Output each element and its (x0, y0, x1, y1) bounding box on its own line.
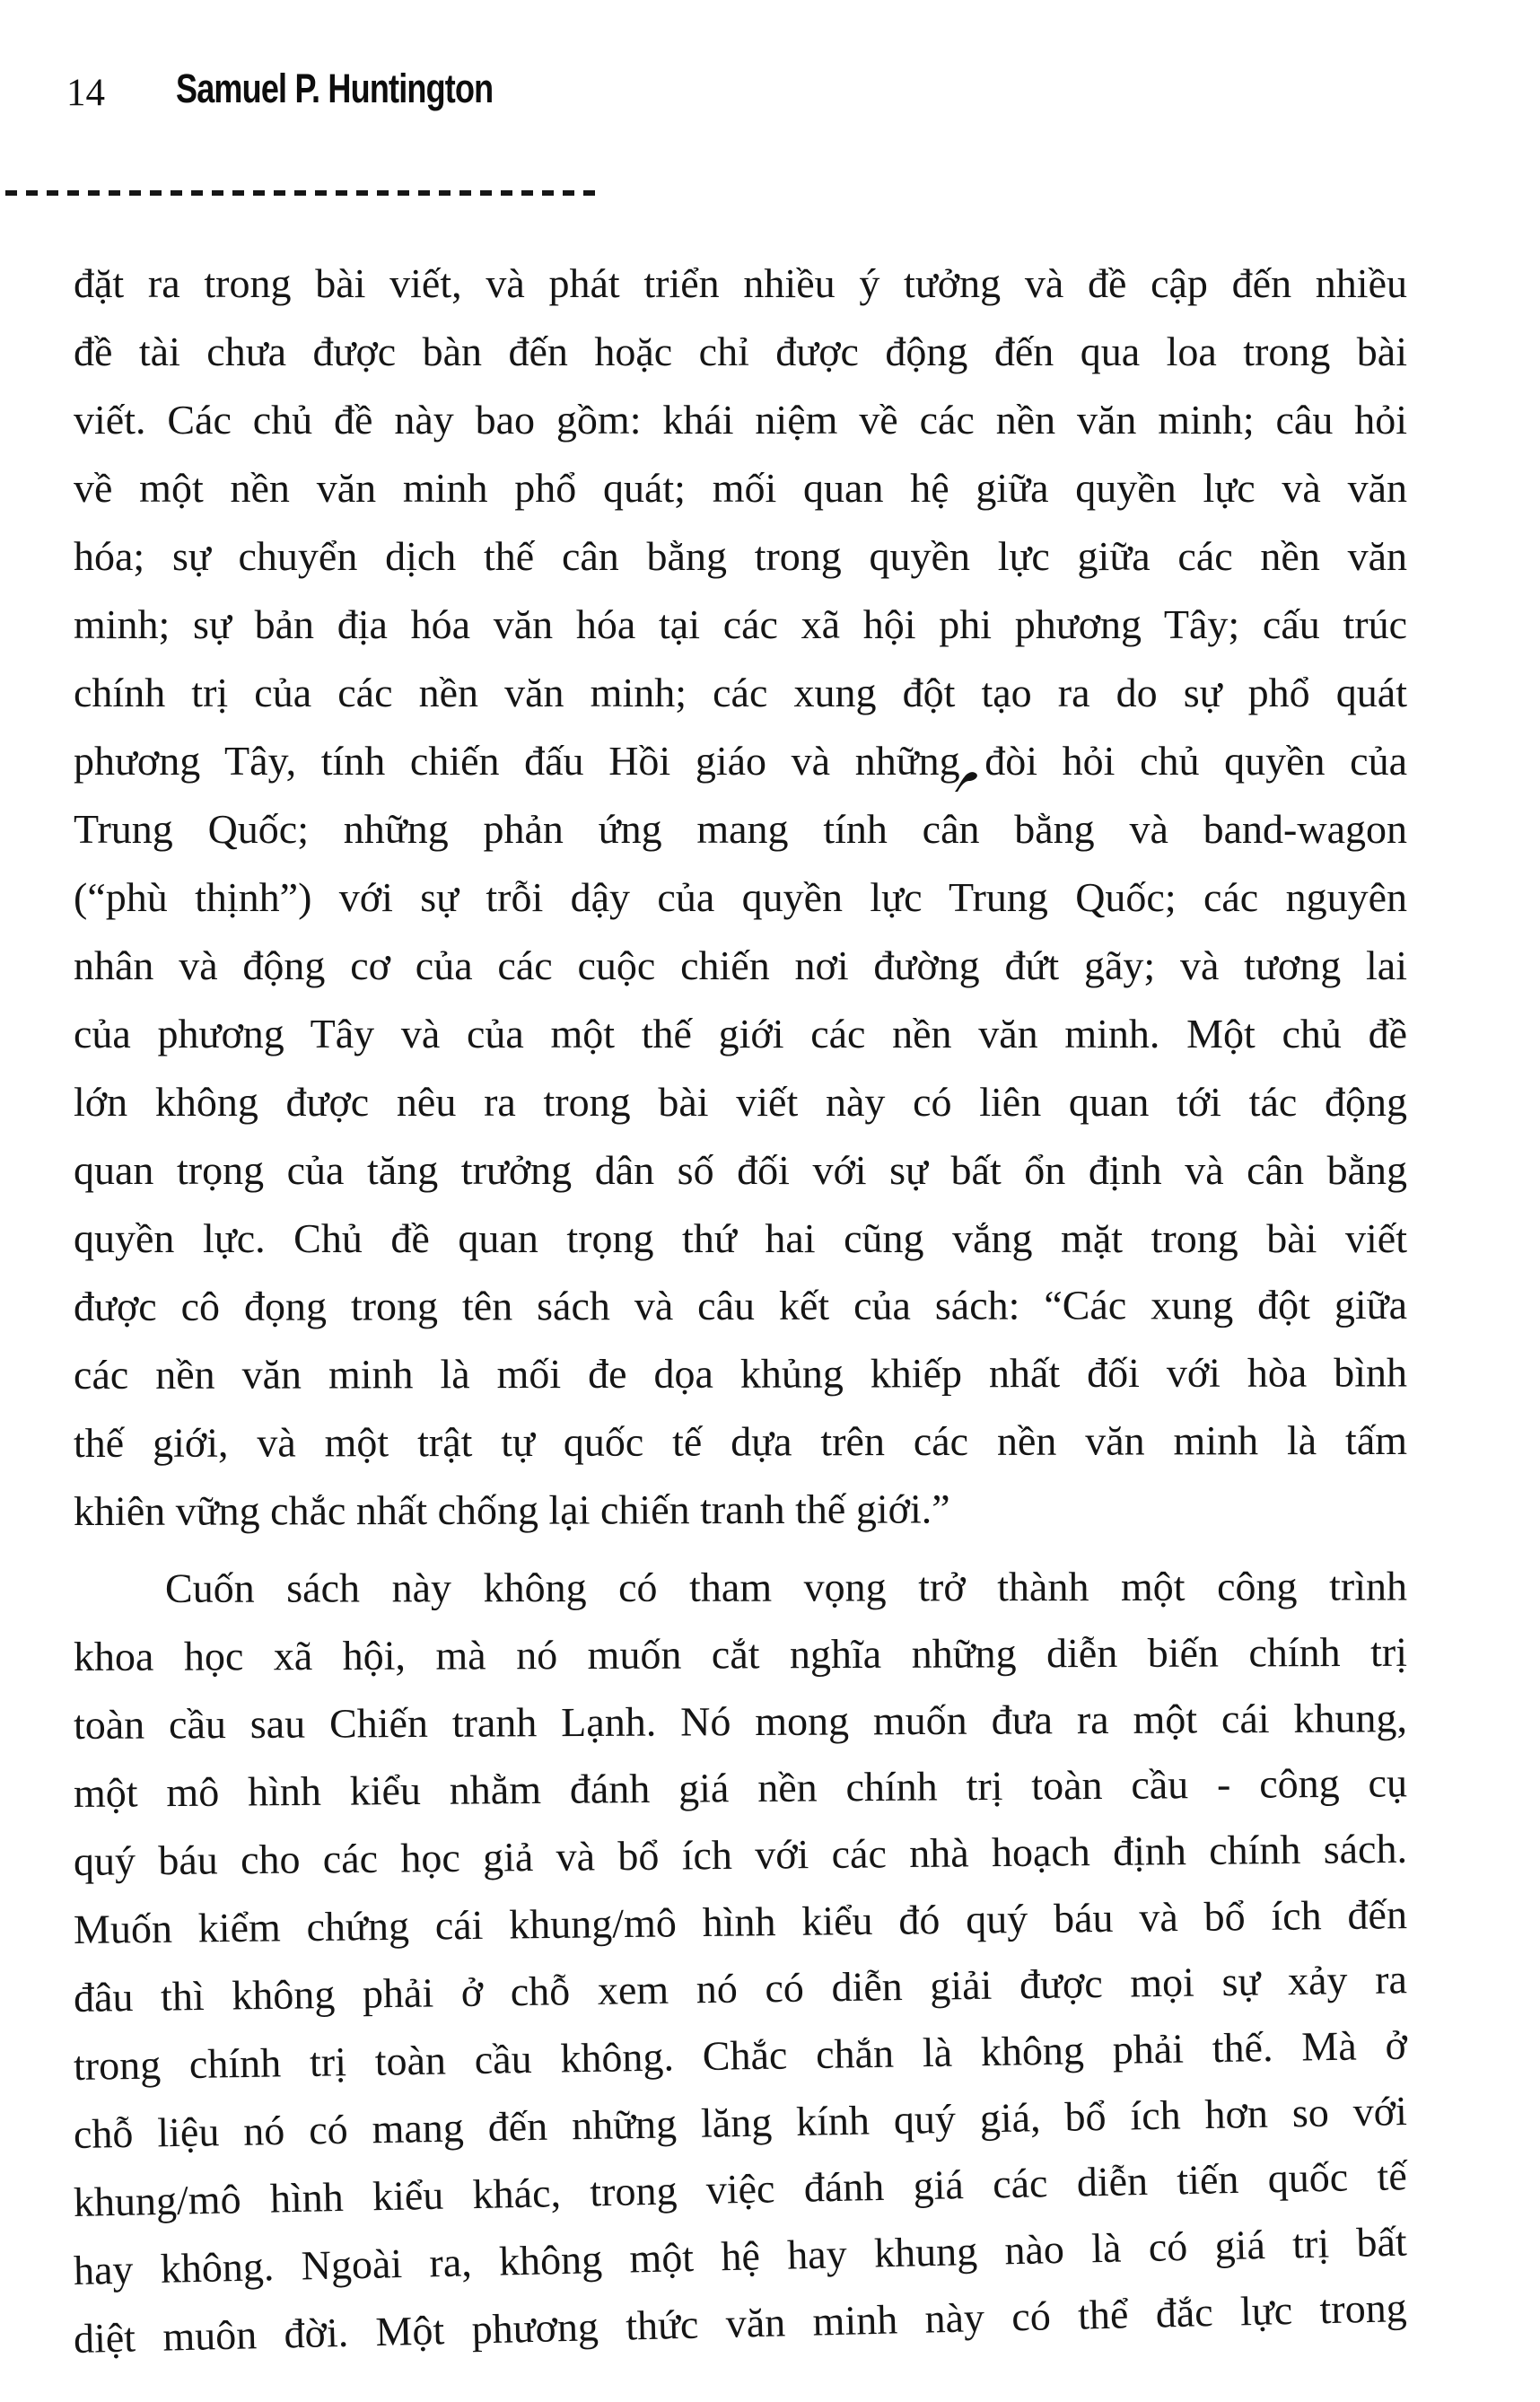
text-line: Trung Quốc; những phản ứng mang tính cân bằng và band-wagon (74, 806, 1407, 852)
text-line: quý báu cho các học giả và bổ ích với các nhà hoạch định chính sách. (73, 1825, 1408, 1884)
text-line: Muốn kiểm chứng cái khung/mô hình kiểu đó quý báu và bổ ích đến (73, 1891, 1408, 1952)
text-line: đâu thì không phải ở chỗ xem nó có diễn giải được mọi sự xảy ra (73, 1956, 1408, 2021)
text-line: quan trọng của tăng trưởng dân số đối với sự bất ổn định và cân bằng (74, 1147, 1407, 1193)
text-line: toàn cầu sau Chiến tranh Lạnh. Nó mong muốn đưa ra một cái khung, (73, 1695, 1408, 1748)
text-line: các nền văn minh là mối đe dọa khủng khiếp nhất đối với hòa bình (73, 1349, 1408, 1398)
dashed-header-rule (5, 190, 599, 196)
text-line: viết. Các chủ đề này bao gồm: khái niệm về các nền văn minh; câu hỏi (74, 397, 1407, 443)
text-line: nhân và động cơ của các cuộc chiến nơi đường đứt gãy; và tương lai (74, 942, 1407, 988)
text-line: chỗ liệu nó có mang đến những lăng kính quý giá, bổ ích hơn so với (73, 2088, 1408, 2157)
text-line: (“phù thịnh”) với sự trỗi dậy của quyền lực Trung Quốc; các nguyên (74, 874, 1407, 920)
text-line: của phương Tây và của một thế giới các nền văn minh. Một chủ đề (74, 1011, 1407, 1056)
text-line: được cô đọng trong tên sách và câu kết của sách: “Các xung đột giữa (73, 1281, 1408, 1329)
text-line: Cuốn sách này không có tham vọng trở thành một công trình (164, 1563, 1408, 1611)
text-line: chính trị của các nền văn minh; các xung đột tạo ra do sự phổ quát (74, 670, 1407, 715)
text-line: khiên vững chắc nhất chống lại chiến tranh thế giới.” (73, 1486, 950, 1534)
text-line: quyền lực. Chủ đề quan trọng thứ hai cũng vắng mặt trong bài viết (74, 1215, 1407, 1261)
text-line: khoa học xã hội, mà nó muốn cắt nghĩa những diễn biến chính trị (73, 1628, 1408, 1679)
text-line: hay không. Ngoài ra, không một hệ hay khung nào là có giá trị bất (73, 2218, 1408, 2293)
text-line: minh; sự bản địa hóa văn hóa tại các xã hội phi phương Tây; cấu trúc (74, 601, 1407, 647)
text-line: về một nền văn minh phổ quát; mối quan hệ giữa quyền lực và văn (74, 465, 1407, 511)
text-line: thế giới, và một trật tự quốc tế dựa trên các nền văn minh là tấm (73, 1416, 1408, 1466)
text-line: đề tài chưa được bàn đến hoặc chỉ được động đến qua loa trong bài (74, 329, 1407, 374)
text-line: diệt muôn đời. Một phương thức văn minh này có thể đắc lực trong (73, 2284, 1408, 2362)
page-body (74, 250, 1407, 2373)
page-number: 14 (66, 72, 105, 114)
text-line: phương Tây, tính chiến đấu Hồi giáo và những đòi hỏi chủ quyền của (74, 738, 1407, 784)
text-line: đặt ra trong bài viết, và phát triển nhiều ý tưởng và đề cập đến nhiều (74, 260, 1407, 306)
text-line: hóa; sự chuyển dịch thế cân bằng trong quyền lực giữa các nền văn (74, 533, 1407, 579)
paragraph-1 (74, 250, 1407, 1546)
running-header-title: Samuel P. Huntington (176, 66, 494, 111)
paragraph-2 (74, 1555, 1407, 2373)
text-line: một mô hình kiểu nhằm đánh giá nền chính trị toàn cầu - công cụ (73, 1759, 1408, 1816)
text-line: trong chính trị toàn cầu không. Chắc chắn là không phải thế. Mà ở (73, 2021, 1408, 2089)
text-line: lớn không được nêu ra trong bài viết này có liên quan tới tác động (74, 1079, 1407, 1125)
text-line: khung/mô hình kiểu khác, trong việc đánh giá các diễn tiến quốc tế (73, 2152, 1408, 2225)
